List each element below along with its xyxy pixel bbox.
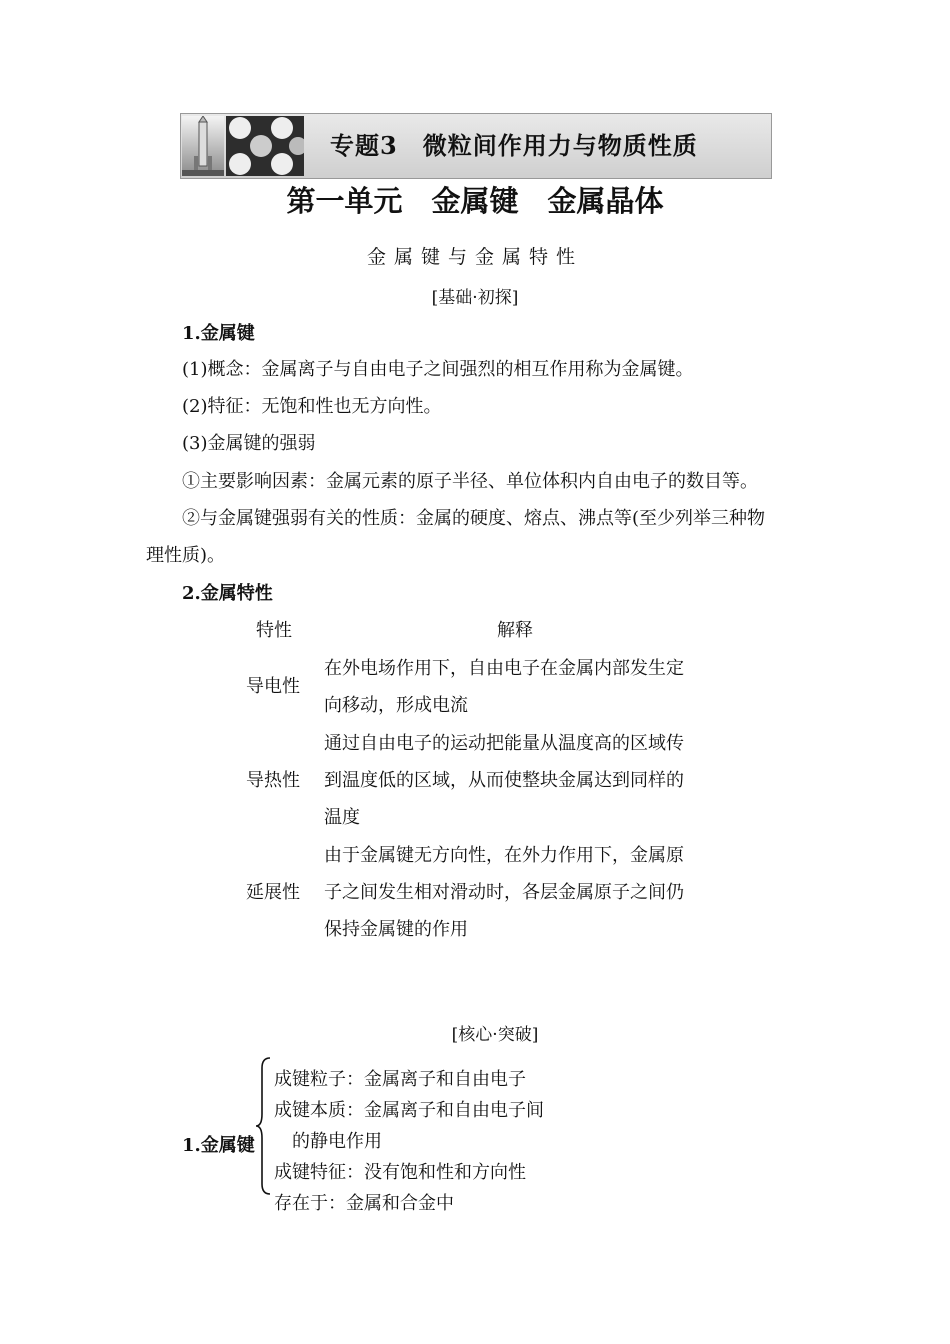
core-label: [核心·突破] [451,1025,539,1045]
table-row-line: 通过自由电子的运动把能量从温度高的区域传 [324,733,684,754]
table-row-name: 延展性 [246,882,300,903]
table-header-property: 特性 [256,620,292,641]
p2-heading: 2.金属特性 [182,583,273,604]
section-title: 金属键与金属特性 [366,246,583,268]
banner-title: 专题3 微粒间作用力与物质性质 [330,131,698,160]
basic-label: [基础·初探] [431,288,519,308]
table-header-explanation: 解释 [497,620,533,641]
core-item: 成键本质：金属离子和自由电子间 [274,1100,544,1121]
table-row-line: 到温度低的区域，从而使整块金属达到同样的 [324,770,684,791]
core-item: 成键特征：没有饱和性和方向性 [274,1162,526,1183]
unit-title: 第一单元 金属键 金属晶体 [286,184,664,218]
table-row-name: 导电性 [246,676,300,697]
p1-feature: (2)特征：无饱和性也无方向性。 [182,396,442,417]
table-row-line: 子之间发生相对滑动时，各层金属原子之间仍 [324,882,684,903]
table-row-line: 向移动，形成电流 [324,695,468,716]
rocket-image [182,116,224,176]
core-item: 成键粒子：金属离子和自由电子 [274,1069,526,1090]
table-row-line: 在外电场作用下，自由电子在金属内部发生定 [324,658,684,679]
core-item: 存在于：金属和合金中 [274,1193,454,1214]
p1-property-line2: 理性质)。 [146,545,226,566]
crystal-lattice-image [226,116,304,176]
p1-factor: ①主要影响因素：金属元素的原子半径、单位体积内自由电子的数目等。 [182,471,758,492]
curly-brace-icon [254,1056,274,1196]
core-heading: 1.金属键 [182,1135,255,1156]
p1-strength: (3)金属键的强弱 [182,433,316,454]
table-row-line: 温度 [324,807,360,828]
p1-heading: 1.金属键 [182,323,255,344]
table-row-line: 由于金属键无方向性，在外力作用下，金属原 [324,845,684,866]
p1-concept: (1)概念：金属离子与自由电子之间强烈的相互作用称为金属键。 [182,359,694,380]
p1-property-line1: ②与金属键强弱有关的性质：金属的硬度、熔点、沸点等(至少列举三种物 [182,508,766,529]
table-row-name: 导热性 [246,770,300,791]
table-row-line: 保持金属键的作用 [324,919,468,940]
core-item: 的静电作用 [292,1131,382,1152]
